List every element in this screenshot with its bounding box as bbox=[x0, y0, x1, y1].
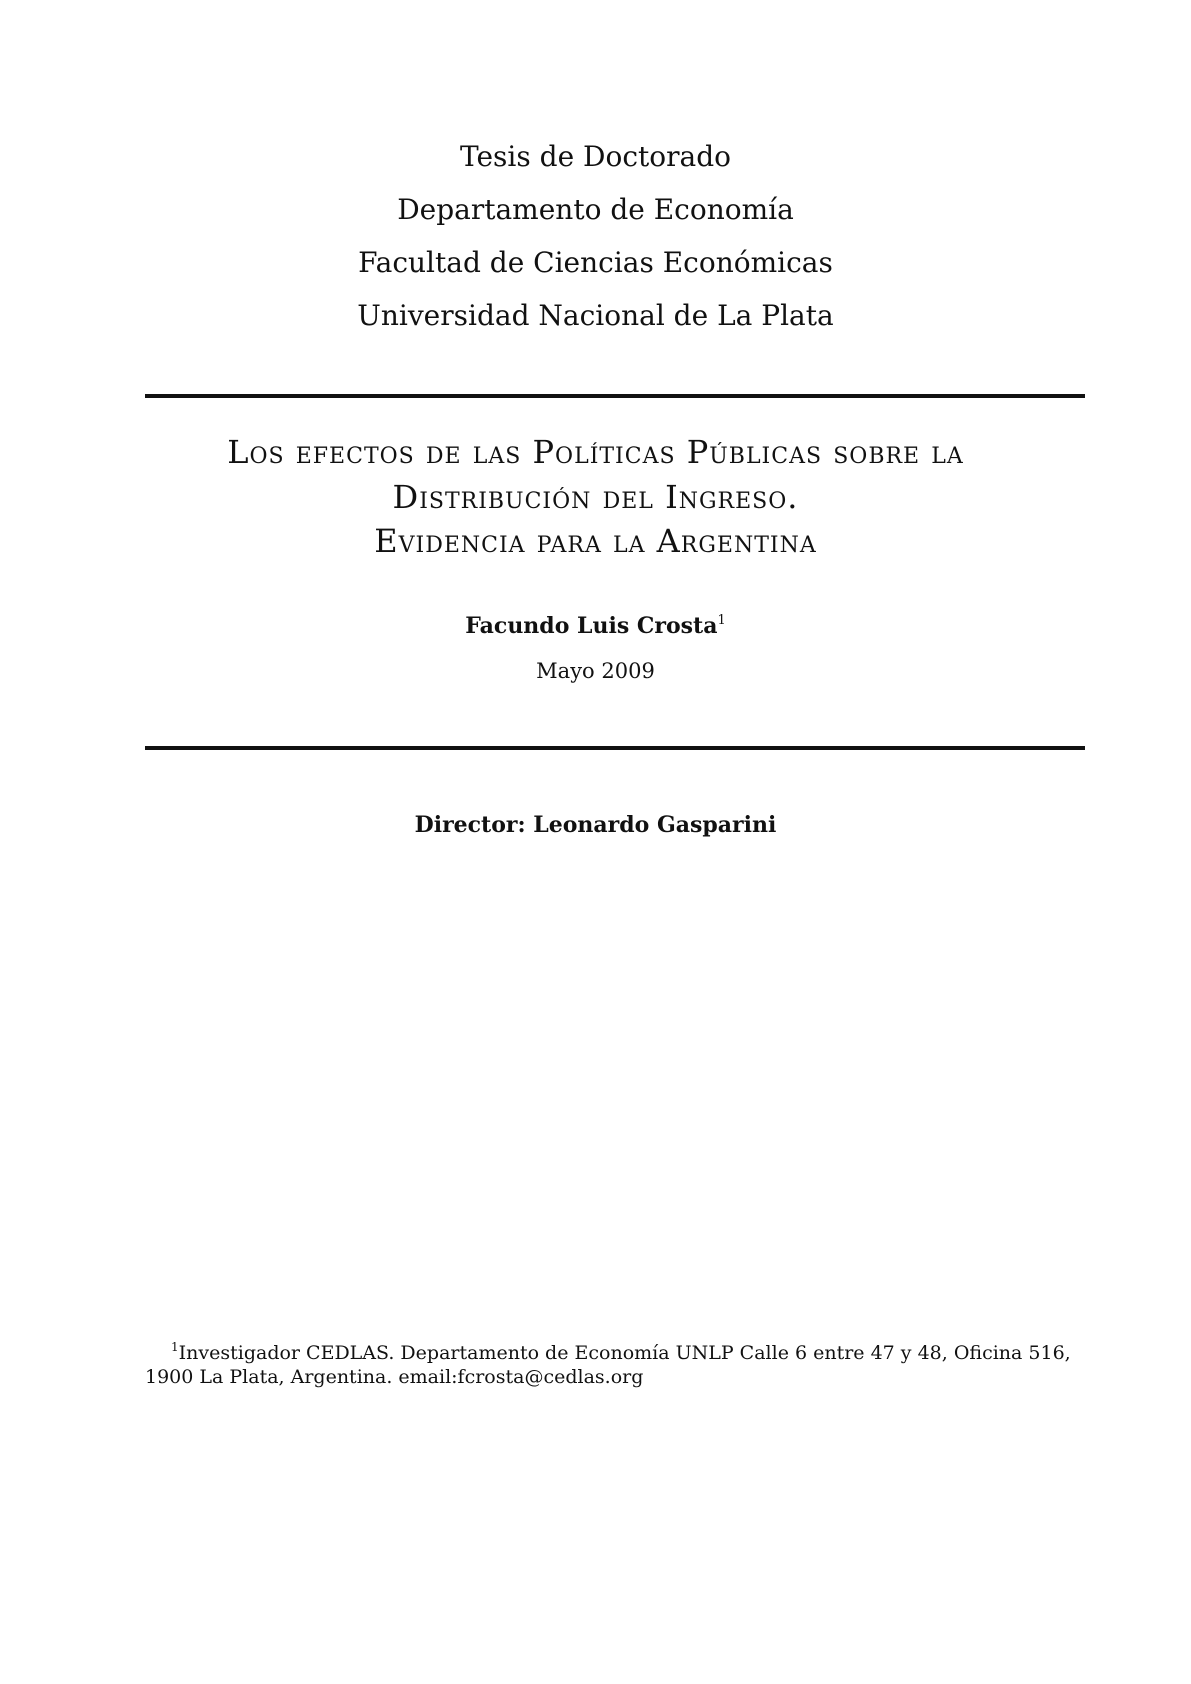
footnote-text-1: Investigador CEDLAS. Departamento de Economía UNLP Calle 6 entre 47 y 48, Oficina 516, bbox=[178, 1342, 1071, 1364]
title-line-2: Distribución del Ingreso. bbox=[392, 478, 799, 516]
title-line-3: Evidencia para la Argentina bbox=[374, 522, 817, 560]
footnote-marker: 1 bbox=[171, 1340, 179, 1354]
top-rule bbox=[145, 394, 1085, 398]
author bbox=[0, 612, 1191, 640]
author-footnote-marker: 1 bbox=[717, 613, 726, 628]
author-name: Facundo Luis Crosta bbox=[465, 613, 718, 639]
date: Mayo 2009 bbox=[536, 659, 655, 683]
bottom-rule bbox=[145, 746, 1085, 750]
university: Universidad Nacional de La Plata bbox=[357, 299, 834, 332]
thesis-type: Tesis de Doctorado bbox=[459, 140, 732, 173]
title-line-1: Los efectos de las Políticas Públicas sobre la bbox=[227, 433, 964, 471]
footnote-line-1 bbox=[145, 1341, 1085, 1365]
footnote bbox=[145, 1341, 1085, 1389]
department: Departamento de Economía bbox=[397, 193, 794, 226]
faculty: Facultad de Ciencias Económicas bbox=[358, 246, 833, 279]
footnote-line-2: 1900 La Plata, Argentina. email:fcrosta@cedlas.org bbox=[145, 1366, 644, 1388]
director: Director: Leonardo Gasparini bbox=[414, 812, 777, 838]
